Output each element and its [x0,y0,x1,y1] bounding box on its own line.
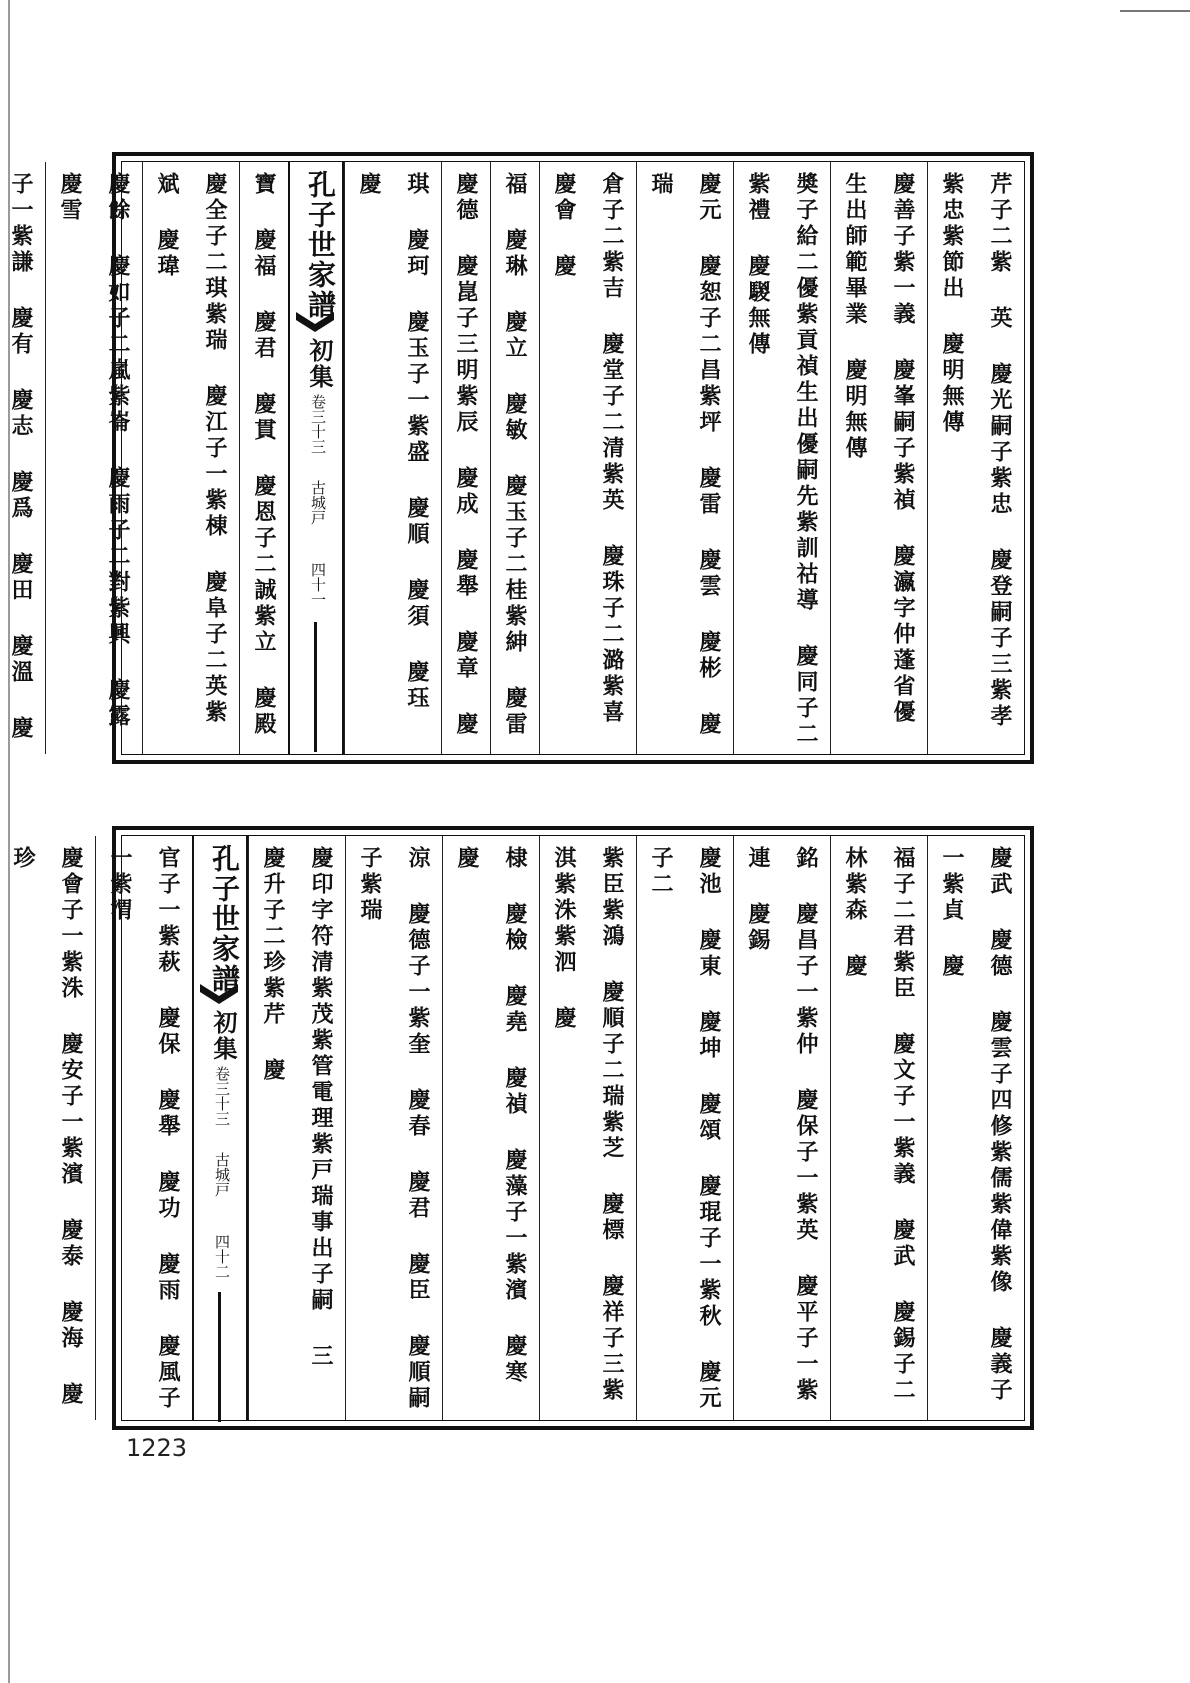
column-text: 芹子二紫 英 慶光嗣子紫忠 慶登嗣子三紫孝紫忠紫節出 慶明無傳 [939,172,1013,730]
genealogy-column [490,162,539,754]
column-text: 奬子給二優紫貢禎生出優嗣先紫訓祜導 慶同子二紫禮 慶騣無傳 [745,172,819,748]
column-text: 福子二君紫臣 慶文子一紫義 慶武 慶錫子二林紫森 慶 [842,846,916,1404]
column-text: 慶會子一紫洙 慶安子一紫濱 慶泰 慶海 慶珍 [10,846,84,1408]
genealogy-column [45,162,142,754]
genealogy-column [441,162,490,754]
center-margin-column [192,836,248,1420]
column-text: 慶池 慶東 慶坤 慶頌 慶琨子一紫秋 慶元子二 [648,846,722,1412]
genealogy-column [636,162,733,754]
column-text: 官子一紫萩 慶保 慶舉 慶功 慶雨 慶風子一紫渭 [107,846,181,1412]
volume-label: 卷三十三 [213,1066,231,1126]
bottom-columns [10,835,1025,1421]
column-text: 慶元 慶恕子二昌紫坪 慶雷 慶雲 慶彬 慶瑞 [648,172,722,738]
place-label: 古城戸 [213,1152,231,1197]
book-title: 孔子世家譜 [208,844,241,994]
genealogy-column [927,836,1024,1420]
column-text: 慶印字符清紫茂紫管電理紫戸瑞事出子嗣 三 慶升子二珍紫芹 慶 [260,846,334,1370]
genealogy-column [733,836,830,1420]
book-title: 孔子世家譜 [304,170,337,320]
column-text: 慶餘 慶如子二嵐紫崙 慶雨子二對紫興 慶露 慶雪 [57,172,131,730]
column-text: 寶 慶福 慶君 慶貫 慶恩子二誠紫立 慶殿 [251,172,277,738]
column-text: 慶善子紫一義 慶峯嗣子紫禎 慶瀛字仲蓬省優生出師範畢業 慶明無傳 [842,172,916,726]
leaf-number: 四十二 [213,1234,231,1279]
genealogy-column [830,836,927,1420]
fishtail-mark-icon [296,312,334,332]
genealogy-column [0,836,95,1420]
column-text: 涼 慶德子一紫奎 慶春 慶君 慶臣 慶順嗣子紫瑞 [357,846,431,1412]
genealogy-column [442,836,539,1420]
column-text: 棣 慶檢 慶堯 慶禎 慶藻子一紫濱 慶寒 慶 [454,846,528,1386]
top-edge-rule [1120,10,1190,12]
genealogy-column [733,162,830,754]
place-label: 古城戸 [309,480,327,525]
genealogy-column [239,162,288,754]
genealogy-column [142,162,239,754]
genealogy-column [927,162,1024,754]
series-label: 初集 [305,338,334,390]
column-text: 慶德 慶崑子三明紫辰 慶成 慶舉 慶章 慶 [453,172,479,738]
top-columns [8,161,1025,755]
column-text: 子一紫謙 慶有 慶志 慶爲 慶田 慶溫 慶 [8,172,34,742]
genealogy-column [636,836,733,1420]
center-rule-line [314,622,317,752]
genealogy-column [95,836,192,1420]
top-genealogy-page [8,152,1034,764]
column-text: 紫臣紫鴻 慶順子二瑞紫芝 慶標 慶祥子三紫淇紫洙紫泗 慶 [551,846,625,1404]
page-number: 1223 [126,1434,188,1462]
fishtail-mark-icon [200,984,238,1004]
center-margin-column [288,162,344,754]
genealogy-column [345,836,442,1420]
genealogy-column [0,162,45,754]
series-label: 初集 [209,1010,238,1062]
volume-label: 卷三十三 [309,394,327,454]
genealogy-column [248,836,345,1420]
column-text: 慶全子二琪紫瑞 慶江子一紫棟 慶阜子二英紫斌 慶瑋 [154,172,228,726]
column-text: 銘 慶昌子一紫仲 慶保子一紫英 慶平子一紫連 慶錫 [745,846,819,1404]
column-text: 慶武 慶德 慶雲子四修紫儒紫偉紫像 慶義子一紫貞 慶 [939,846,1013,1404]
center-rule-line [218,1292,221,1422]
genealogy-column [539,836,636,1420]
column-text: 福 慶琳 慶立 慶敏 慶玉子二桂紫紳 慶雷 [502,172,528,738]
genealogy-column [344,162,441,754]
genealogy-column [539,162,636,754]
column-text: 倉子二紫吉 慶堂子二清紫英 慶珠子二潞紫喜 慶會 慶 [551,172,625,726]
genealogy-column [830,162,927,754]
column-text: 琪 慶珂 慶玉子一紫盛 慶順 慶須 慶珏 慶 [356,172,430,712]
bottom-genealogy-page [10,826,1034,1430]
leaf-number: 四十一 [309,562,327,607]
